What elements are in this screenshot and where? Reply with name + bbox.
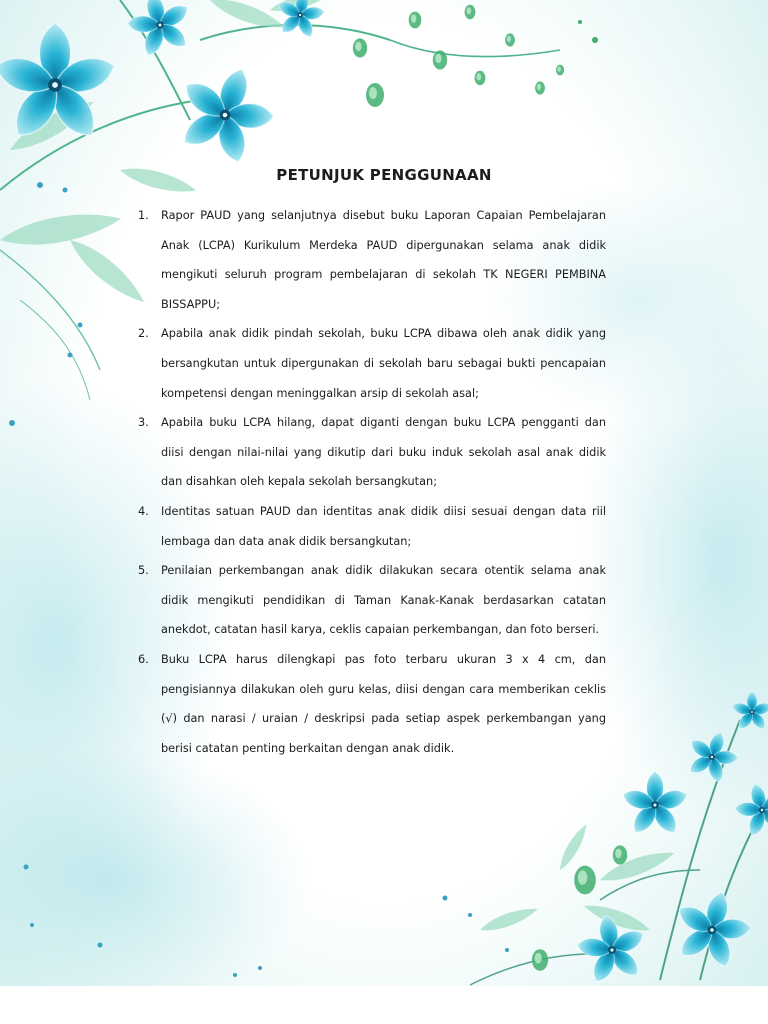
list-item bbox=[138, 497, 606, 556]
list-item-text: Rapor PAUD yang selanjutnya disebut buku Laporan Capaian Pembelajaran Anak (LCPA) Kurikulum Merdeka PAUD dipergunakan selama anak didik mengikuti seluruh program pembelajaran di sekolah TK NEGERI PEMBINA BISSAPPU; bbox=[161, 209, 606, 311]
list-item-number: 4. bbox=[138, 504, 149, 518]
list-item-text: Apabila anak didik pindah sekolah, buku LCPA dibawa oleh anak didik yang bersangkutan untuk dipergunakan di sekolah baru sebagai bukti pencapaian kompetensi dengan meninggalkan arsip di sekolah asal; bbox=[161, 327, 606, 400]
list-item-text: Apabila buku LCPA hilang, dapat diganti dengan buku LCPA pengganti dan diisi dengan nilai-nilai yang dikutip dari buku induk sekolah asal anak didik dan disahkan oleh kepala sekolah bersangkutan; bbox=[161, 416, 606, 489]
list-item bbox=[138, 201, 606, 319]
list-item bbox=[138, 556, 606, 645]
list-item-number: 6. bbox=[138, 652, 149, 666]
list-item-number: 2. bbox=[138, 327, 149, 341]
list-item-number: 3. bbox=[138, 416, 149, 430]
page-title: PETUNJUK PENGGUNAAN bbox=[276, 166, 492, 184]
list-item bbox=[138, 319, 606, 408]
list-item-number: 5. bbox=[138, 564, 149, 578]
list-item-text: Buku LCPA harus dilengkapi pas foto terbaru ukuran 3 x 4 cm, dan pengisiannya dilakukan oleh guru kelas, diisi dengan cara memberikan ceklis (√) dan narasi / uraian / deskripsi pada setiap aspek perkembangan yang berisi catatan penting berkaitan dengan anak didik. bbox=[161, 652, 606, 755]
page-bottom-margin bbox=[0, 986, 768, 1024]
watercolor-wash bbox=[0, 750, 310, 1010]
list-item-number: 1. bbox=[138, 209, 149, 222]
list-item-text: Penilaian perkembangan anak didik dilakukan secara otentik selama anak didik mengikuti pendidikan di Taman Kanak-Kanak berdasarkan catatan anekdot, catatan hasil karya, ceklis capaian perkembangan, dan foto berseri. bbox=[161, 564, 606, 637]
list-item bbox=[138, 645, 606, 763]
list-item bbox=[138, 408, 606, 497]
instruction-list bbox=[138, 201, 606, 763]
list-item-text: Identitas satuan PAUD dan identitas anak didik diisi sesuai dengan data riil lembaga dan data anak didik bersangkutan; bbox=[161, 504, 606, 548]
